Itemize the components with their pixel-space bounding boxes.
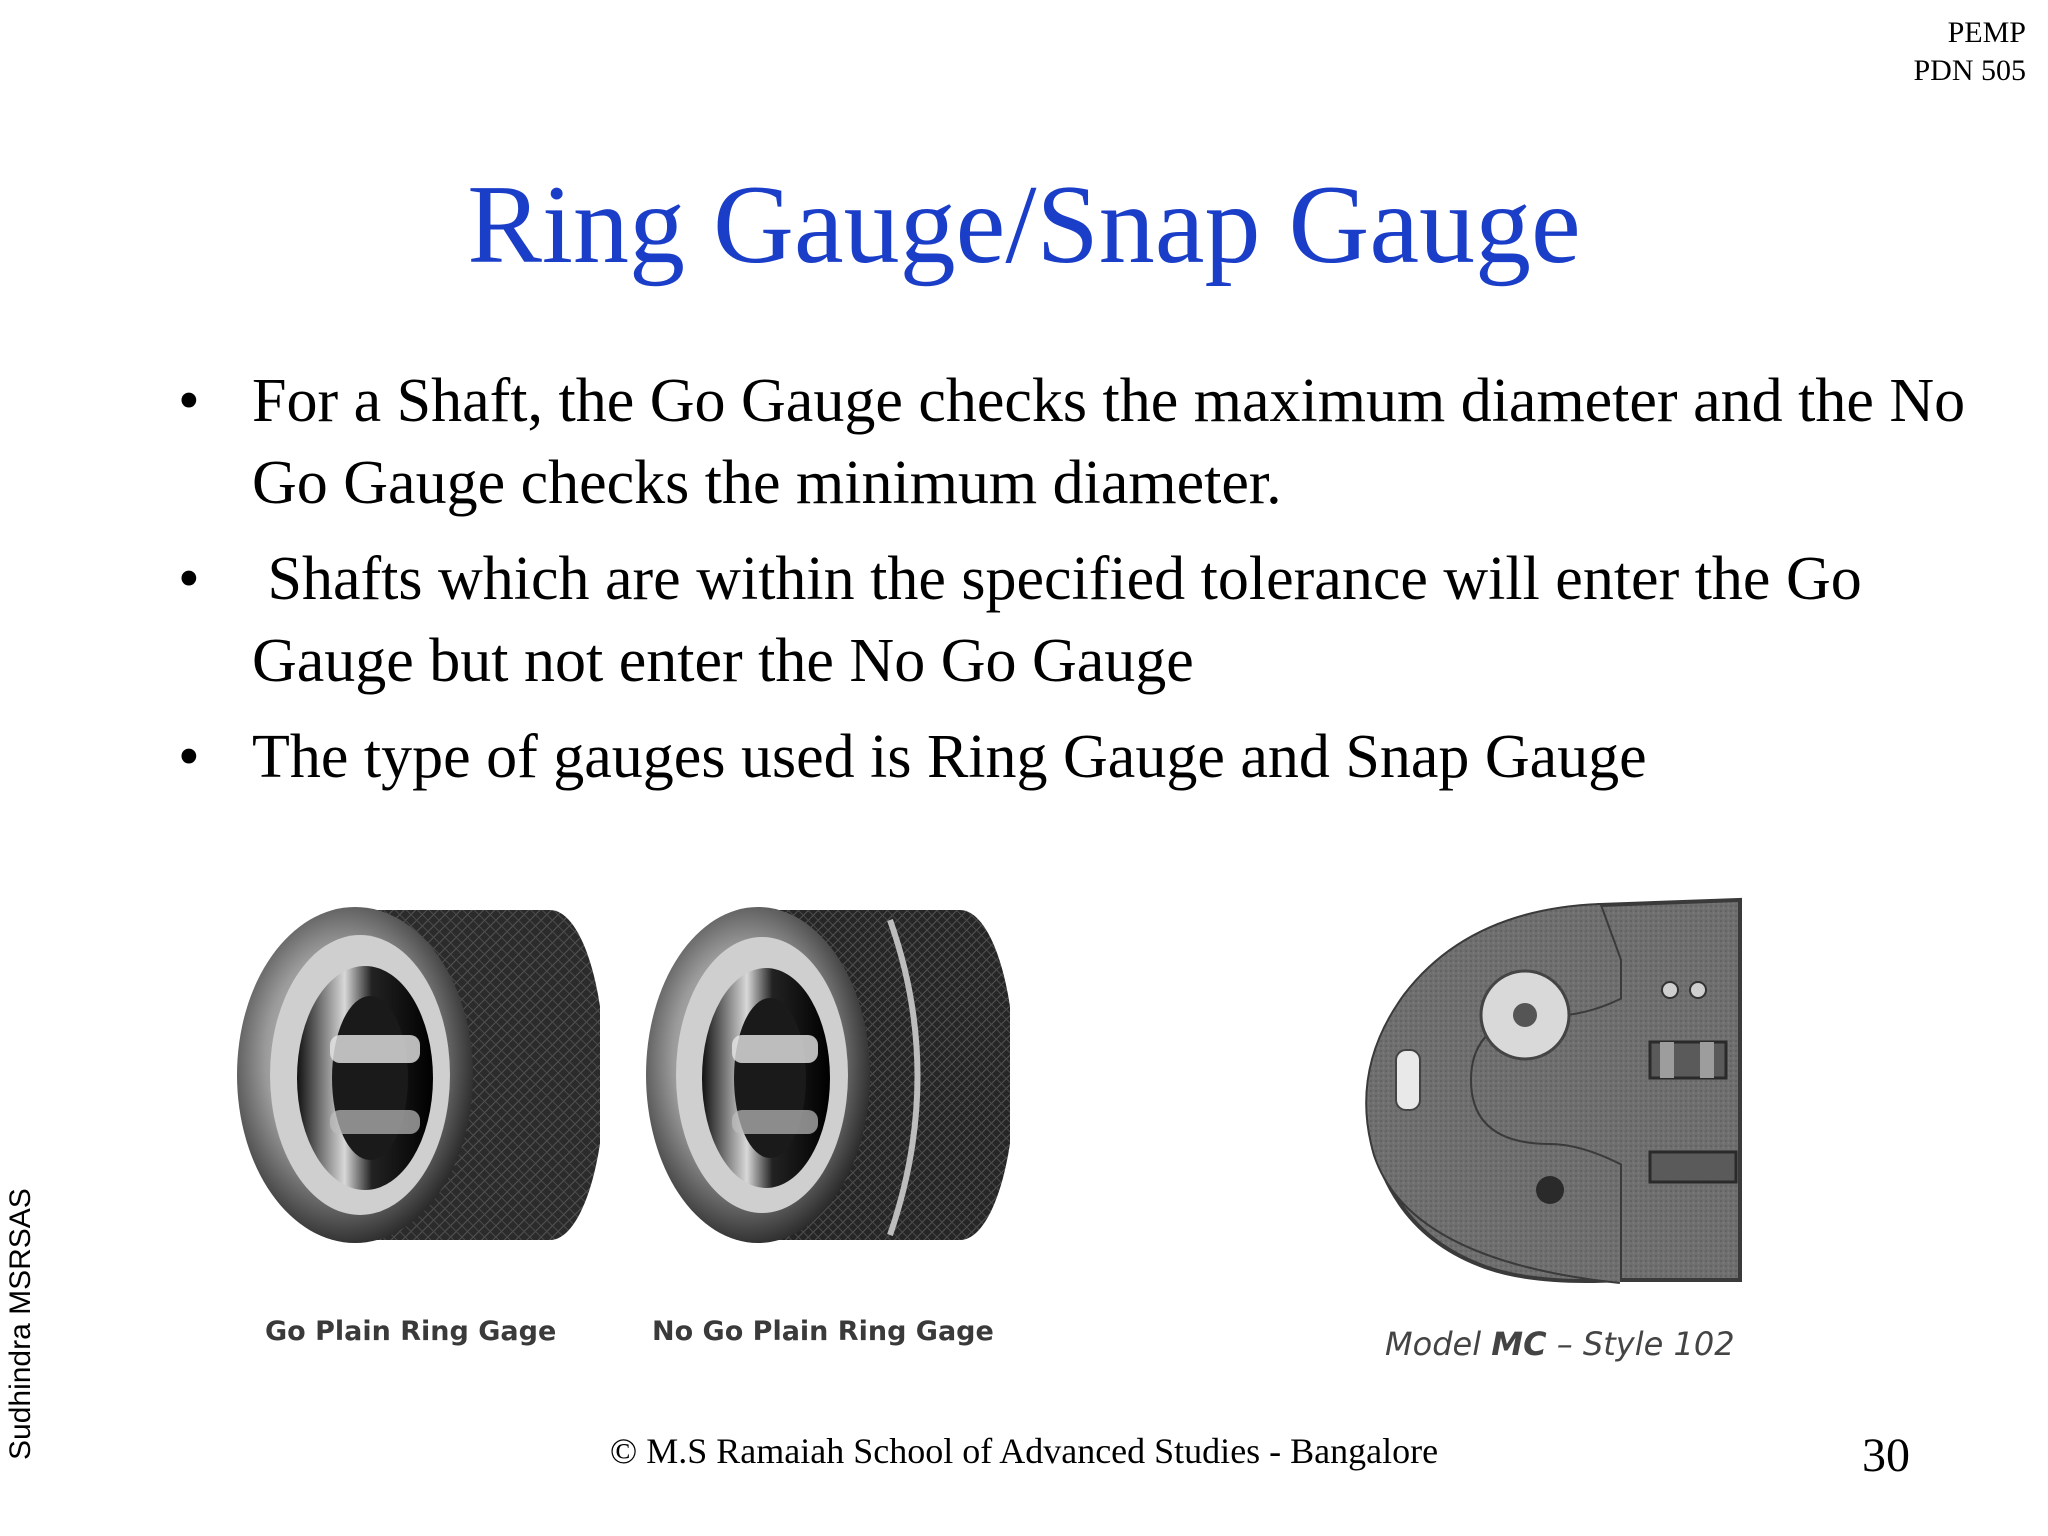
footer-copyright: © M.S Ramaiah School of Advanced Studies - Bangalore [609,1431,1439,1471]
bullet-item [170,716,1990,798]
go-ring-gauge-image [230,880,600,1280]
bullet-text: For a Shaft, the Go Gauge checks the maximum diameter and the No Go Gauge checks the minimum diameter. [252,367,1966,517]
bullet-item [170,360,1990,524]
bullet-list [170,360,1990,812]
nogo-ring-gauge-caption: No Go Plain Ring Gage [652,1316,994,1347]
nogo-ring-gauge-image [640,880,1010,1280]
go-ring-gauge-caption: Go Plain Ring Gage [265,1316,557,1347]
course-code-line1: PEMP [1947,16,2026,49]
snap-caption-suffix: – Style 102 [1546,1325,1735,1363]
snap-gauge-caption [1385,1325,1735,1363]
course-code [1913,14,2026,90]
snap-caption-prefix: Model [1385,1325,1492,1363]
snap-caption-model: MC [1491,1325,1547,1363]
side-author-label: Sudhindra MSRSAS [4,1188,37,1460]
course-code-line2: PDN 505 [1913,54,2026,87]
snap-gauge-image [1350,890,1770,1290]
bullet-text: The type of gauges used is Ring Gauge and Snap Gauge [252,723,1647,791]
bullet-marker: • [178,723,200,791]
bullet-marker: • [178,545,200,613]
page-number: 30 [1862,1429,1910,1482]
slide-title: Ring Gauge/Snap Gauge [467,163,1581,287]
bullet-item [170,538,1990,702]
bullet-marker: • [178,367,200,435]
bullet-text: Shafts which are within the specified tolerance will enter the Go Gauge but not enter the No Go Gauge [252,545,1862,695]
